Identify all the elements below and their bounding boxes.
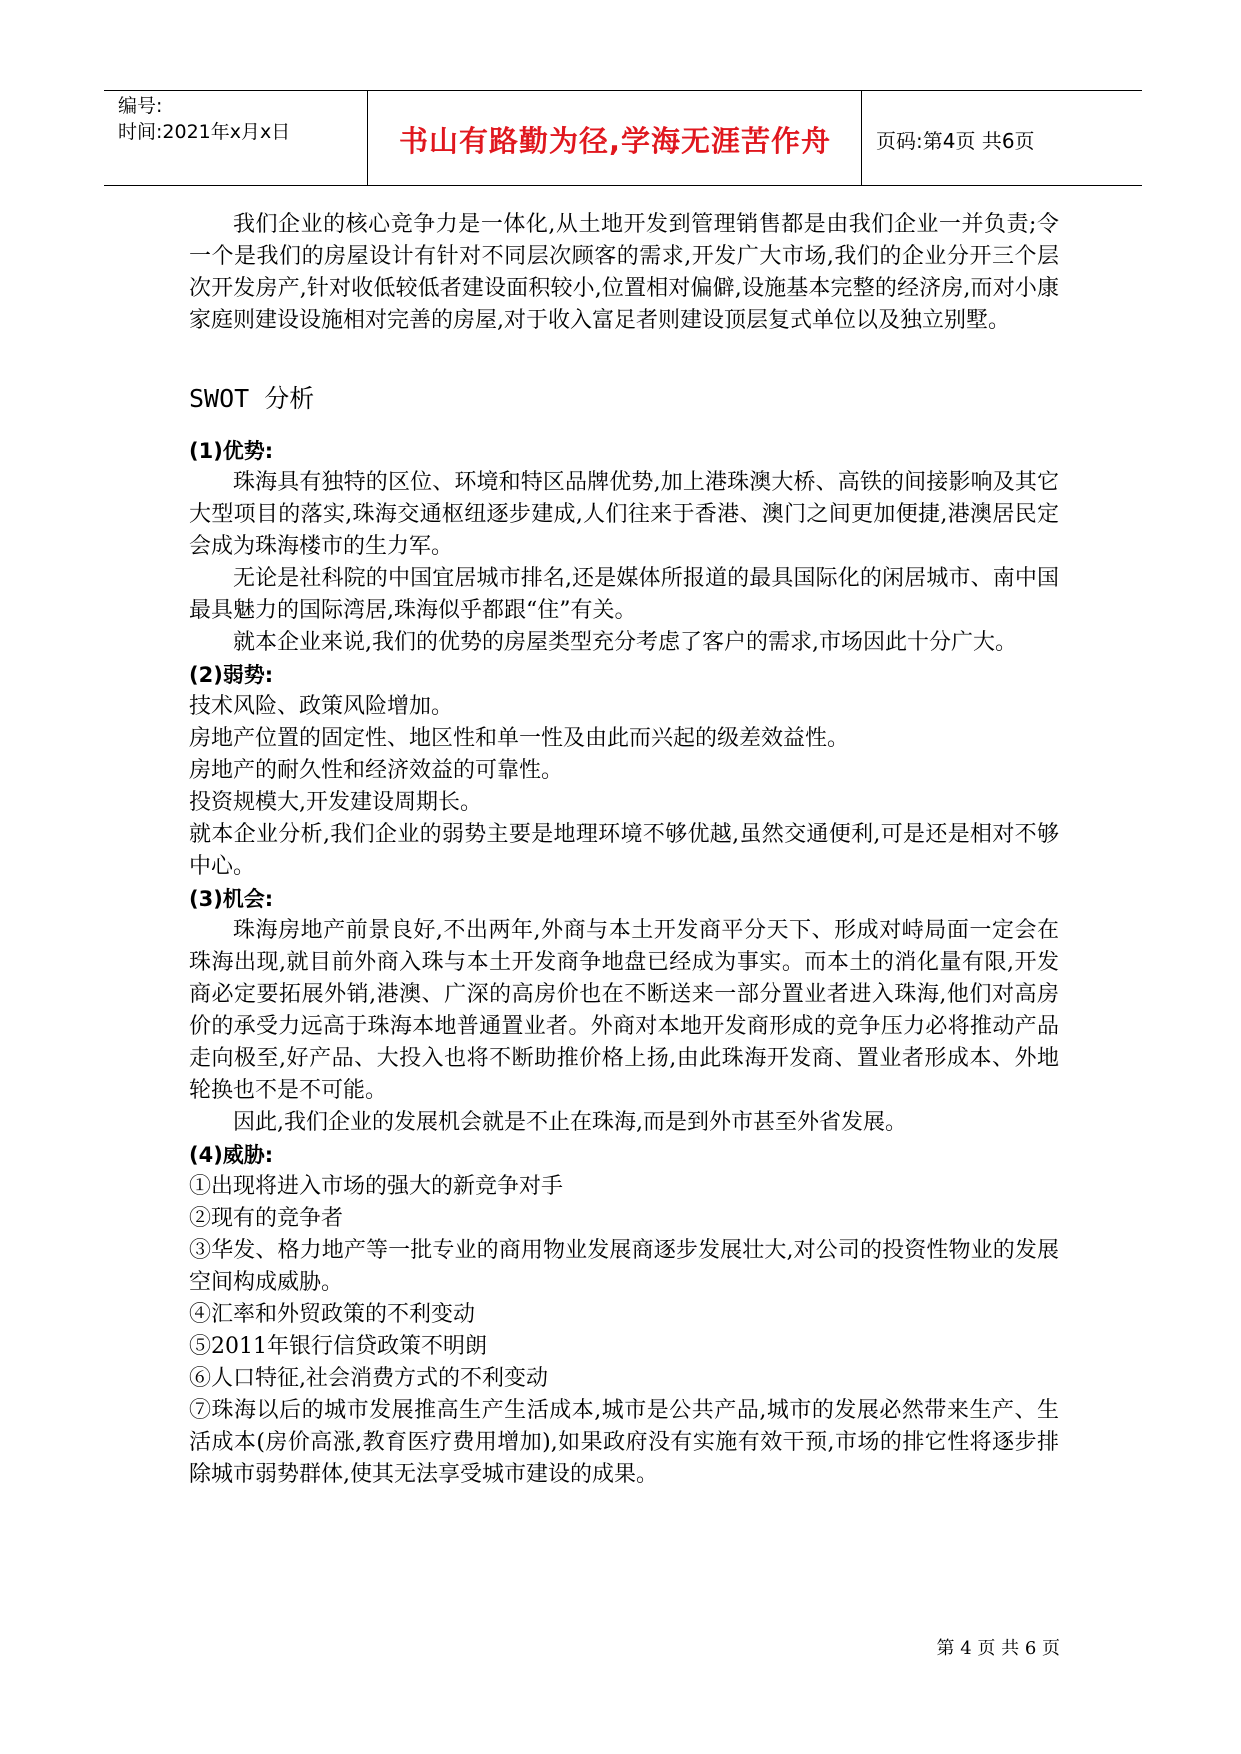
header-table [104,90,1142,186]
document-time-label: 时间:2021年x月x日 [118,121,291,143]
threat-item: ⑥人口特征,社会消费方式的不利变动 [189,1366,548,1391]
weakness-item: 技术风险、政策风险增加。 [189,694,454,719]
strengths-heading: (1)优势: [189,439,274,463]
document-number-label: 编号: [118,95,163,117]
weakness-item: 房地产的耐久性和经济效益的可靠性。 [189,758,564,783]
opportunities-paragraph: 珠海房地产前景良好,不出两年,外商与本土开发商平分天下、形成对峙局面一定会在珠海出现,就目前外商入珠与本土开发商争地盘已经成为事实。而本土的消化量有限,开发商必定要拓展外销,港澳、广深的高房价也在不断送来一部分置业者进入珠海,他们对高房价的承受力远高于珠海本地普通置业者。外商对本地开发商形成的竞争压力必将推动产品走向极至,好产品、大投入也将不断助推价格上扬,由此珠海开发商、置业者形成本、外地轮换也不是不可能。 [189,918,1059,1103]
document-body [189,209,1059,1491]
header-motto-cell [369,91,862,185]
intro-paragraph: 我们企业的核心竞争力是一体化,从土地开发到管理销售都是由我们企业一并负责;令一个是我们的房屋设计有针对不同层次顾客的需求,开发广大市场,我们的企业分开三个层次开发房产,针对收低较低者建设面积较小,位置相对偏僻,设施基本完整的经济房,而对小康家庭则建设设施相对完善的房屋,对于收入富足者则建设顶层复式单位以及独立别墅。 [189,212,1059,333]
weakness-item: 房地产位置的固定性、地区性和单一性及由此而兴起的级差效益性。 [189,726,850,751]
strengths-paragraph: 无论是社科院的中国宜居城市排名,还是媒体所报道的最具国际化的闲居城市、南中国最具魅力的国际湾居,珠海似乎都跟“住”有关。 [189,566,1059,623]
threat-item: ⑤2011年银行信贷政策不明朗 [189,1334,487,1359]
weaknesses-heading: (2)弱势: [189,663,274,687]
header-page-code: 页码:第4页 共6页 [876,129,1035,153]
header-motto: 书山有路勤为径,学海无涯苦作舟 [398,124,832,158]
opportunities-heading: (3)机会: [189,887,274,911]
section-title: SWOT 分析 [189,384,315,413]
strengths-paragraph: 珠海具有独特的区位、环境和特区品牌优势,加上港珠澳大桥、高铁的间接影响及其它大型项目的落实,珠海交通枢纽逐步建成,人们往来于香港、澳门之间更加便捷,港澳居民定会成为珠海楼市的生力军。 [189,470,1059,559]
page-footer: 第 4 页 共 6 页 [936,1638,1060,1659]
threat-item: ②现有的竞争者 [189,1206,344,1231]
threat-item: ③华发、格力地产等一批专业的商用物业发展商逐步发展壮大,对公司的投资性物业的发展空间构成威胁。 [189,1238,1059,1295]
header-page-cell [864,91,1142,185]
threat-item: ④汇率和外贸政策的不利变动 [189,1302,476,1327]
threat-item: ①出现将进入市场的强大的新竞争对手 [189,1174,564,1199]
weakness-item: 就本企业分析,我们企业的弱势主要是地理环境不够优越,虽然交通便利,可是还是相对不够中心。 [189,822,1059,879]
header-meta-cell [104,91,368,185]
opportunities-paragraph: 因此,我们企业的发展机会就是不止在珠海,而是到外市甚至外省发展。 [233,1110,907,1135]
strengths-paragraph: 就本企业来说,我们的优势的房屋类型充分考虑了客户的需求,市场因此十分广大。 [233,630,1017,655]
threat-item: ⑦珠海以后的城市发展推高生产生活成本,城市是公共产品,城市的发展必然带来生产、生活成本(房价高涨,教育医疗费用增加),如果政府没有实施有效干预,市场的排它性将逐步排除城市弱势群体,使其无法享受城市建设的成果。 [189,1398,1059,1487]
threats-heading: (4)威胁: [189,1143,274,1167]
weakness-item: 投资规模大,开发建设周期长。 [189,790,482,815]
